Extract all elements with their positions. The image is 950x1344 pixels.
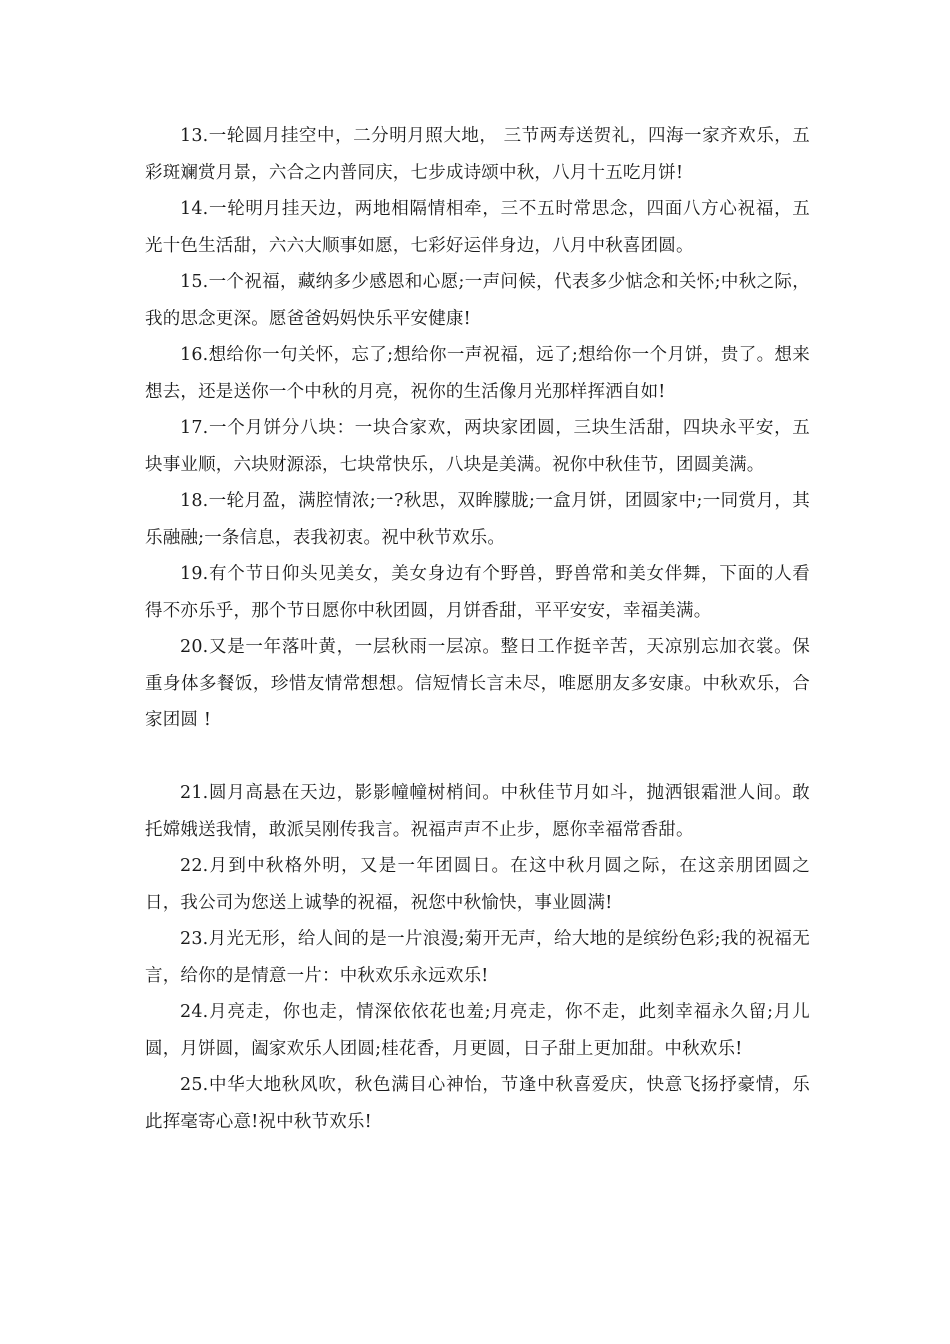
- paragraph-14: 14.一轮明月挂天边，两地相隔情相牵，三不五时常思念，四面八方心祝福，五光十色生活甜，六六大顺事如愿，七彩好运伴身边，八月中秋喜团圆。: [145, 199, 810, 256]
- paragraph-22: 22.月到中秋格外明，又是一年团圆日。在这中秋月圆之际，在这亲朋团圆之日，我公司为您送上诚挚的祝福，祝您中秋愉快，事业圆满!: [145, 856, 810, 913]
- paragraph-16: 16.想给你一句关怀，忘了;想给你一声祝福，远了;想给你一个月饼，贵了。想来想去，还是送你一个中秋的月亮，祝你的生活像月光那样挥洒自如!: [145, 345, 810, 402]
- paragraph-17: 17.一个月饼分八块：一块合家欢，两块家团圆，三块生活甜，四块永平安，五块事业顺，六块财源添，七块常快乐，八块是美满。祝你中秋佳节，团圆美满。: [145, 418, 810, 475]
- paragraph-20: 20.又是一年落叶黄，一层秋雨一层凉。整日工作挺辛苦，天凉别忘加衣裳。保重身体多餐饭，珍惜友情常想想。信短情长言未尽，唯愿朋友多安康。中秋欢乐，合家团圆 !: [145, 637, 810, 730]
- paragraph-15: 15.一个祝福，藏纳多少感恩和心愿;一声问候，代表多少惦念和关怀;中秋之际，我的思念更深。愿爸爸妈妈快乐平安健康!: [145, 272, 810, 329]
- paragraph-21: 21.圆月高悬在天边，影影幢幢树梢间。中秋佳节月如斗，抛洒银霜泄人间。敢托嫦娥送我情，敢派吴刚传我言。祝福声声不止步，愿你幸福常香甜。: [145, 783, 810, 840]
- paragraph-25: 25.中华大地秋风吹，秋色满目心神怡，节逢中秋喜爱庆，快意飞扬抒豪情，乐此挥毫寄心意!祝中秋节欢乐!: [145, 1075, 810, 1132]
- paragraph-23: 23.月光无形，给人间的是一片浪漫;菊开无声，给大地的是缤纷色彩;我的祝福无言，给你的是情意一片：中秋欢乐永远欢乐!: [145, 929, 810, 986]
- paragraph-13: 13.一轮圆月挂空中，二分明月照大地， 三节两寿送贺礼，四海一家齐欢乐，五彩斑斓赏月景，六合之内普同庆，七步成诗颂中秋，八月十五吃月饼!: [145, 126, 810, 183]
- paragraph-gap: [145, 739, 810, 776]
- paragraph-24: 24.月亮走，你也走，情深依依花也羞;月亮走，你不走，此刻幸福永久留;月儿圆，月饼圆，阖家欢乐人团圆;桂花香，月更圆，日子甜上更加甜。中秋欢乐!: [145, 1002, 810, 1059]
- paragraph-19: 19.有个节日仰头见美女，美女身边有个野兽，野兽常和美女伴舞，下面的人看得不亦乐乎，那个节日愿你中秋团圆，月饼香甜，平平安安，幸福美满。: [145, 564, 810, 621]
- document-body: [145, 118, 810, 1140]
- paragraph-18: 18.一轮月盈，满腔情浓;一?秋思，双眸朦胧;一盒月饼，团圆家中;一同赏月，其乐融融;一条信息，表我初衷。祝中秋节欢乐。: [145, 491, 810, 548]
